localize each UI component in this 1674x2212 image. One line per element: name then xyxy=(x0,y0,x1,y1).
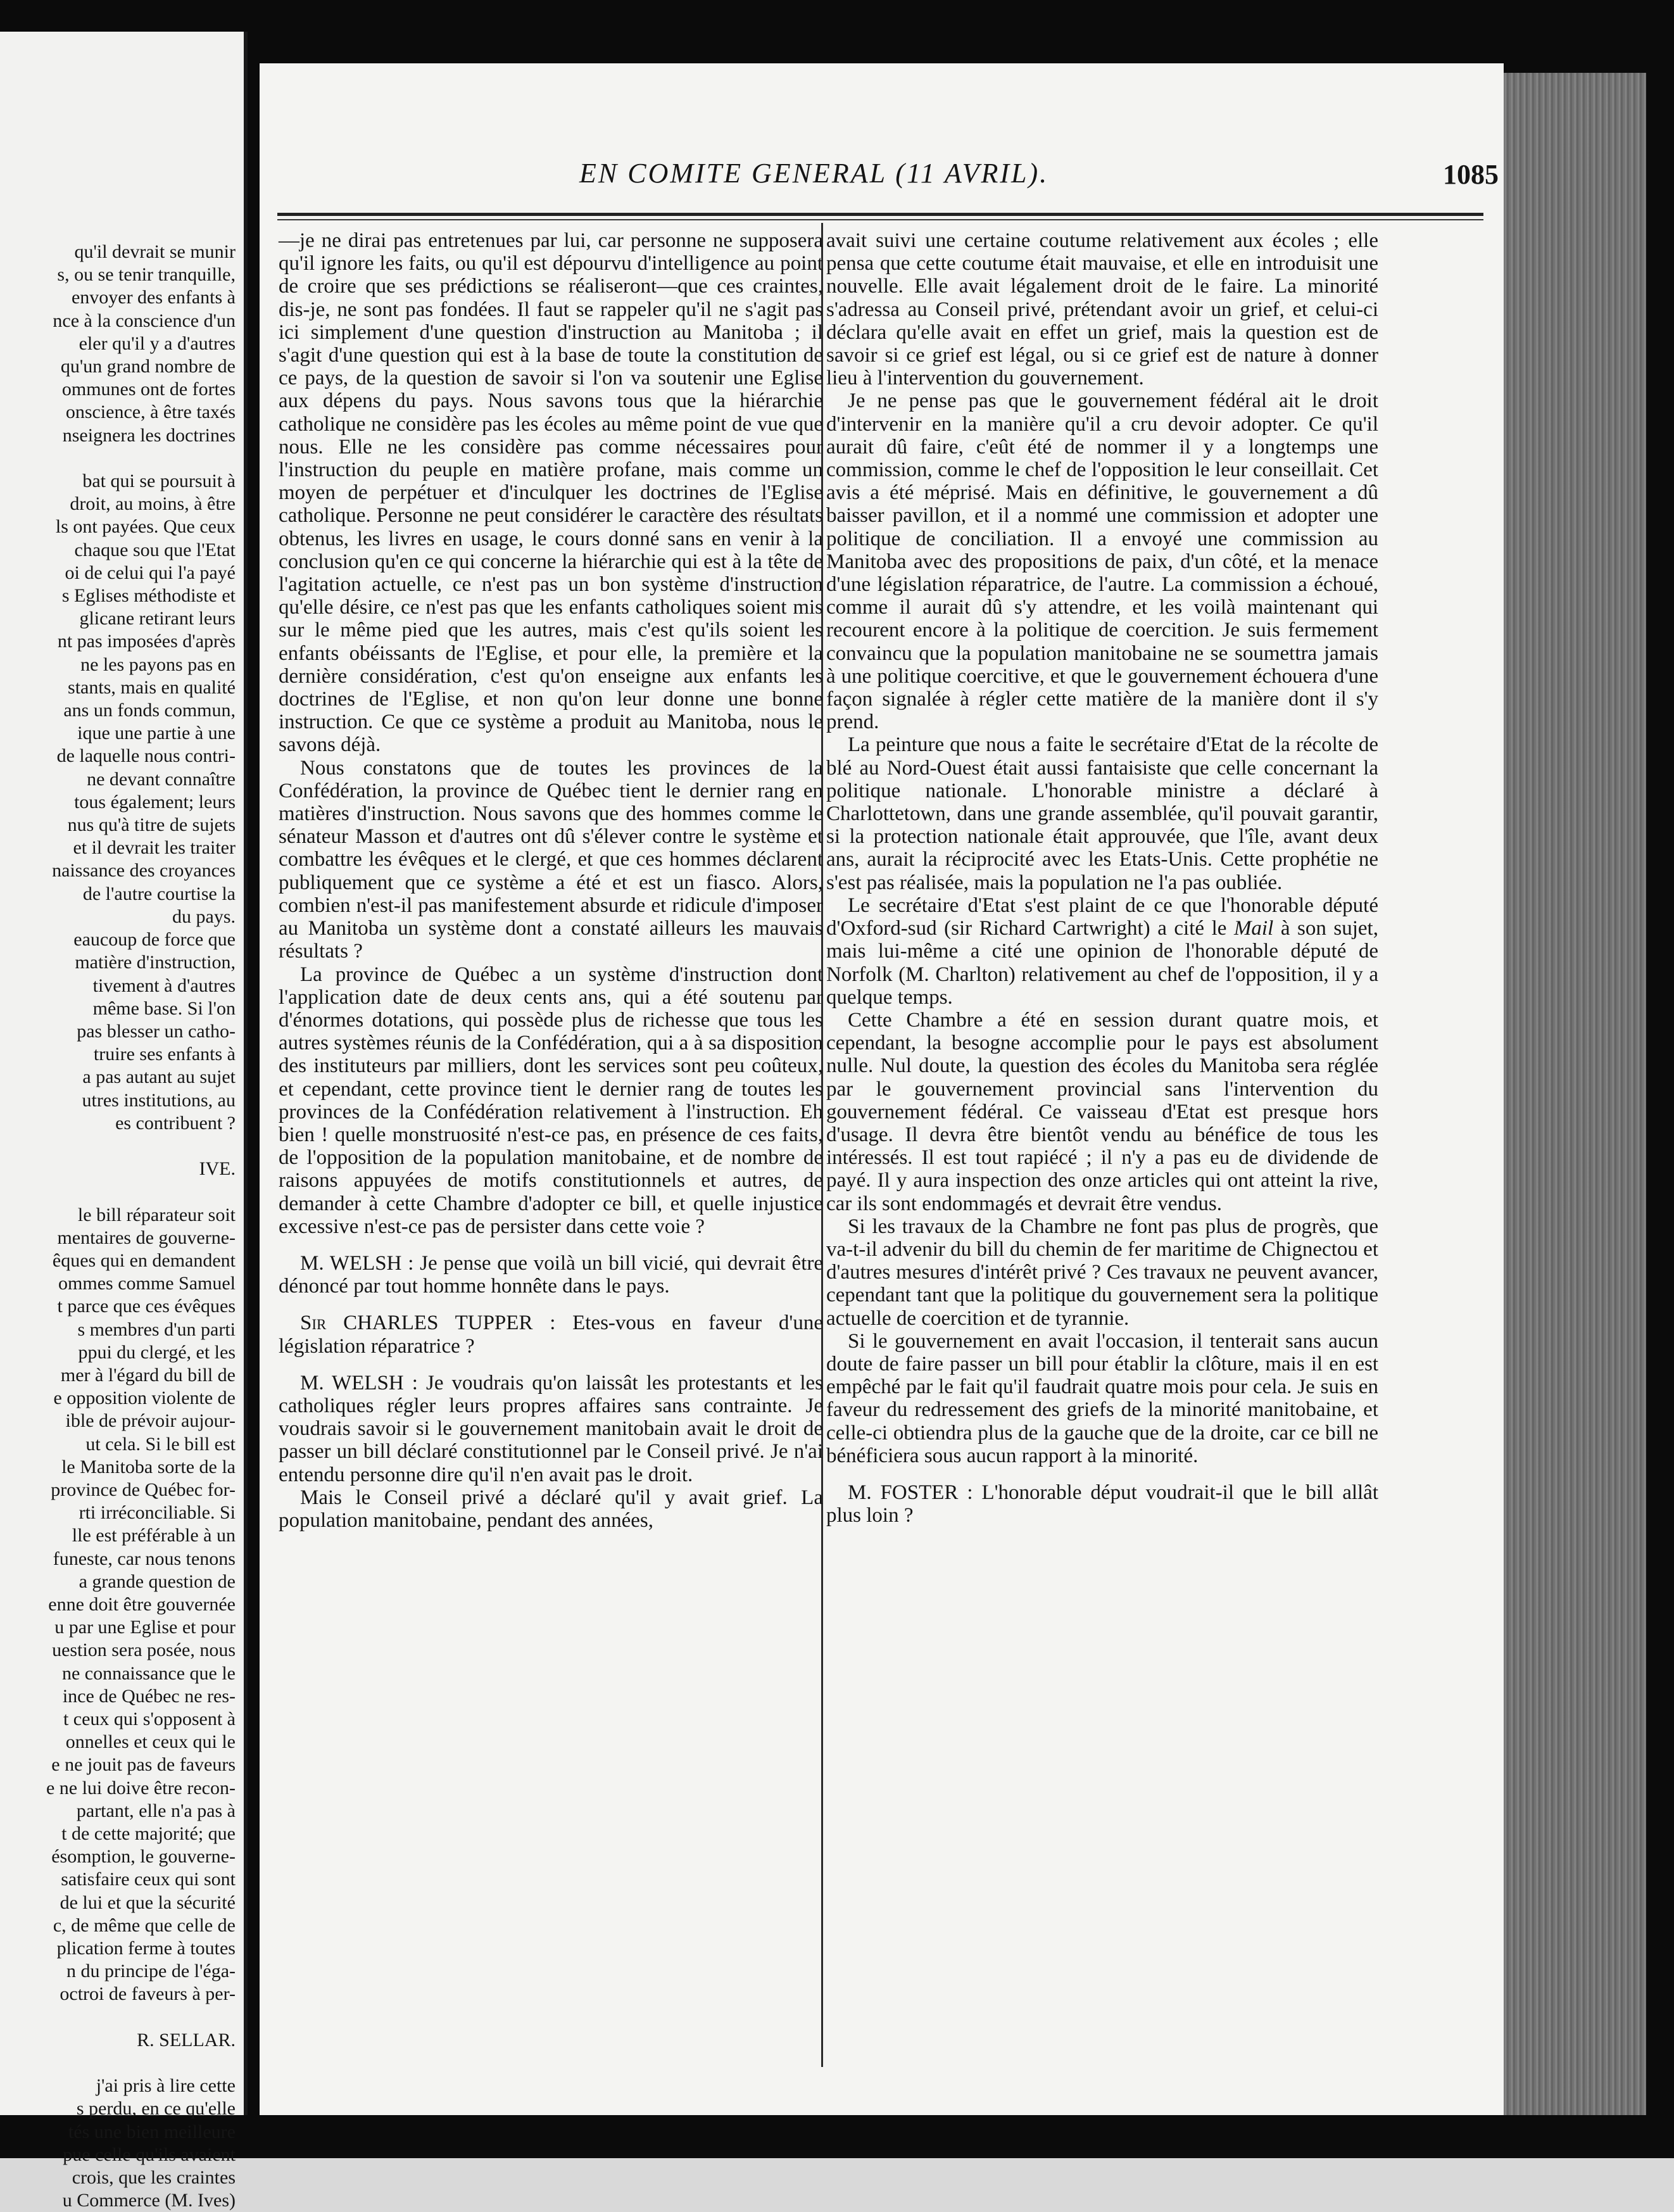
left-page-line: envoyer des enfants à xyxy=(71,287,236,308)
left-page-line: ince de Québec ne res- xyxy=(62,1685,236,1707)
left-page-line: nus qu'à titre de sujets xyxy=(67,814,236,836)
left-page-line xyxy=(0,2052,236,2075)
left-page-line xyxy=(0,447,236,470)
speech xyxy=(826,1481,1378,1527)
paragraph: Si les travaux de la Chambre ne font pas plus de progrès, que va-t-il advenir du bill du chemin de fer maritime de Chignectou et d'autres mesures d'intérêt privé ? Ces travaux ne peuvent avancer, cependant tant que la politique du gouvernement sera la politique actuelle de coercition et de tyrannie. xyxy=(826,1215,1378,1330)
left-page-text xyxy=(0,241,236,2212)
left-page-line: le bill réparateur soit xyxy=(77,1204,236,1225)
left-page-line: c, de même que celle de xyxy=(53,1914,236,1936)
paragraph: Si le gouvernement en avait l'occasion, il tenterait sans aucun doute de faire passer un bill pour établir la clôture, mais il en est empêché par le fait qu'il faudrait quatre mois pour cela. Je suis en faveur du redressement des griefs de la minorité manitobaine, et celle-ci obtiendra plus de la gauche que de la droite, car ce bill ne bénéficiera sous aucun rapport à la minorité. xyxy=(826,1329,1378,1467)
speaker-name: M. WELSH : xyxy=(300,1251,414,1275)
left-page-line: s membres d'un parti xyxy=(77,1318,236,1340)
right-column xyxy=(826,229,1378,1527)
left-page-line: ne devant connaître xyxy=(87,768,236,790)
paragraph: Nous constatons que de toutes les provinces de la Confédération, la province de Québec tient le dernier rang en matières d'instruction. Nous savons que des hommes comme le sénateur Masson et d'autres ont dû s'élever contre le système et combattre les évêques et le clergé, et que ces hommes déclarent publiquement que ce système a été et est un fiasco. Alors, combien n'est-il pas manifestement absurde et ridicule d'imposer au Manitoba un système dont a constaté ailleurs les mauvais résultats ? xyxy=(279,756,823,963)
left-page-line: a pas autant au sujet xyxy=(82,1066,236,1088)
left-page-line: ans un fonds commun, xyxy=(63,700,236,721)
left-column xyxy=(279,229,823,1532)
left-page-line: uestion sera posée, nous xyxy=(52,1640,236,1661)
left-page-line: eaucoup de force que xyxy=(73,929,236,951)
paragraph: La peinture que nous a faite le secrétaire d'Etat de la récolte de blé au Nord-Ouest était aussi fantaisiste que celle concernant la politique nationale. L'honorable ministre a déclaré à Charlottetown, dans une grande assemblée, qu'il pouvait garantir, si la protection nationale était approuvée, que l'île, avant deux ans, aurait la réciprocité avec les Etats-Unis. Cette prophétie ne s'est pas réalisée, mais la population ne l'a pas oubliée. xyxy=(826,733,1378,894)
left-page-line: et il devrait les traiter xyxy=(73,837,236,859)
left-page-line: j'ai pris à lire cette xyxy=(96,2075,236,2097)
left-page-line: crois, que les craintes xyxy=(72,2167,236,2189)
left-page-line: bat qui se poursuit à xyxy=(82,471,236,492)
left-page-line: utres institutions, au xyxy=(82,1089,236,1111)
left-page-line: tous également; leurs xyxy=(74,791,236,812)
paragraph: —je ne dirai pas entretenues par lui, car personne ne supposera qu'il ignore les faits, ou qu'il est dépourvu d'intelligence au point de croire que ses prédictions se réaliseront—que ces craintes, dis-je, ne sont pas fondées. Il faut se rappeler qu'il ne s'agit pas ici simplement d'une question d'instruction au Manitoba ; il s'agit d'une question qui est à la base de toute la constitution de ce pays, de la question de savoir si l'on va soutenir une Eglise aux dépens du pays. Nous savons tous que la hiérarchie catholique ne considère pas les écoles au même point de vue que nous. Elle ne les considère pas comme nécessaires pour l'instruction du peuple en matière profane, mais comme un moyen de perpétuer et d'inculquer les doctrines de l'Eglise catholique. Personne ne peut considérer le caractère des résultats obtenus, les livres en usage, le cours donné sans en venir à la conclusion qu'en ce qui concerne la hiérarchie qui est à la tête de l'agitation actuelle, ce n'est pas un bon système d'instruction qu'elle désire, ce n'est pas que les enfants catholiques soient mis sur le même pied que les autres, mais c'est qu'ils soient les enfants obéissants de l'Eglise, et pour elle, la première et la dernière considération, c'est qu'on enseigne aux enfants les doctrines de l'Eglise, et non qu'on leur donne une bonne instruction. Ce que ce système a produit au Manitoba, nous le savons déjà. xyxy=(279,229,823,757)
left-page-line: octroi de faveurs à per- xyxy=(60,1983,236,2005)
left-page-line: onnelles et ceux qui le xyxy=(65,1731,236,1753)
left-page-line: partant, elle n'a pas à xyxy=(76,1800,236,1821)
newspaper-title: Mail xyxy=(1233,917,1274,940)
left-page-line xyxy=(0,2006,236,2029)
left-page-line: qu'un grand nombre de xyxy=(60,356,236,377)
left-page-line: du pays. xyxy=(172,906,236,927)
left-page-line: tés une bien meilleure xyxy=(68,2121,236,2142)
left-page-line: ls ont payées. Que ceux xyxy=(55,516,236,538)
left-page-line: glicane retirant leurs xyxy=(79,608,236,629)
left-page-line: t parce que ces évêques xyxy=(57,1296,236,1317)
left-page-line: mentaires de gouverne- xyxy=(57,1227,236,1248)
left-page-line: oi de celui qui l'a payé xyxy=(65,562,236,583)
left-page-line: R. SELLAR. xyxy=(137,2029,236,2051)
left-page-line: droit, au moins, à être xyxy=(70,493,236,515)
left-page-line: ppui du clergé, et les xyxy=(78,1341,236,1363)
speech-text: Je voudrais qu'on laissât les protestants et les catholiques régler leurs propres affaires sans contrainte. Je voudrais savoir si le gouvernement manitobain avait le droit de passer un bill déclaré constitutionnel par le Conseil privé. Je n'ai entendu personne dire qu'il n'en avait pas le droit. xyxy=(279,1371,824,1486)
left-page-line: e ne jouit pas de faveurs xyxy=(51,1754,236,1776)
left-page-line: nce à la conscience d'un xyxy=(53,310,236,331)
header-rule xyxy=(277,213,1483,216)
speech xyxy=(279,1252,823,1298)
main-page xyxy=(260,63,1504,2115)
left-page-line: de l'autre courtise la xyxy=(82,883,236,904)
left-page-line: t de cette majorité; que xyxy=(61,1823,236,1845)
left-page-line: de laquelle nous contri- xyxy=(56,745,236,767)
left-page-line: s Eglises méthodiste et xyxy=(61,585,236,607)
left-page-line: enne doit être gouvernée xyxy=(48,1593,236,1615)
paragraph-text: Le secrétaire d'Etat s'est plaint de ce que l'honorable député d'Oxford-sud (sir Richard Cartwright) a cité le xyxy=(826,894,1378,940)
running-head xyxy=(260,157,1504,201)
speech xyxy=(279,1372,823,1486)
left-page-line: e ne lui doive être recon- xyxy=(46,1777,236,1798)
left-page-line: naissance des croyances xyxy=(52,860,236,882)
left-page-line: e opposition violente de xyxy=(53,1387,236,1409)
left-page-fragment xyxy=(0,32,248,2211)
left-page-line xyxy=(0,1180,236,1203)
left-page-line: êques qui en demandent xyxy=(52,1249,236,1271)
speaker-name: M. FOSTER : xyxy=(848,1481,973,1504)
header-title: EN COMITE GENERAL (11 AVRIL). xyxy=(579,158,1049,189)
left-page-line: ut cela. Si le bill est xyxy=(85,1433,236,1455)
left-page-line: le Manitoba sorte de la xyxy=(61,1456,236,1477)
left-page-line: ible de prévoir aujour- xyxy=(65,1410,236,1432)
left-page-line: ne les payons pas en xyxy=(80,654,236,675)
left-page-line: onscience, à être taxés xyxy=(65,401,236,423)
page-number: 1085 xyxy=(1443,159,1499,190)
left-page-line: mer à l'égard du bill de xyxy=(60,1364,236,1386)
left-page-line: a grande question de xyxy=(79,1571,236,1592)
left-page-line: s perdu, en ce qu'elle xyxy=(76,2098,236,2120)
left-page-line: pue celle qu'ils avaient xyxy=(63,2144,236,2165)
left-page-line: eler qu'il y a d'autres xyxy=(79,332,236,354)
paragraph: Je ne pense pas que le gouvernement fédéral ait le droit d'intervenir en la manière qu'il a cru devoir adopter. Ce qu'il aurait dû faire, c'eût été de nommer il y a longtemps une commission, comme le chef de l'opposition le leur conseillait. Cet avis a été méprisé. Mais en définitive, le gouvernement a dû baisser pavillon, et il a nommé une commission et adopter une politique de conciliation. Il a envoyé une commission au Manitoba avec des propositions de paix, d'un côté, et la menace d'une législation réparatrice, de l'autre. La commission a échoué, comme il aurait dû s'y attendre, et les voilà maintenant qui recourent encore à la politique de coercition. Je suis fermement convaincu que la population manitobaine ne se soumettra jamais à une politique coercitive, et que le gouvernement échouera d'une façon signalée à régler cette matière de la manière dont il s'y prend. xyxy=(826,389,1378,734)
paragraph xyxy=(826,894,1378,1009)
left-page-line: n du principe de l'éga- xyxy=(66,1961,236,1982)
speaker-name: M. WELSH : xyxy=(300,1371,418,1394)
left-page-line: plication ferme à toutes xyxy=(56,1938,236,1959)
paragraph: La province de Québec a un système d'instruction dont l'application date de deux cents ans, qui a été soutenu par d'énormes dotations, qui possède plus de richesse que tous les autres systèmes réunis de la Confédération, qui a à sa disposition des instituteurs par milliers, dont les services sont peu coûteux, et cependant, cette province tient le dernier rang de toutes les provinces de la Confédération relativement à l'instruction. Eh bien ! quelle monstruosité n'est-ce pas, en présence de ces faits, de l'opposition de la population manitobaine, et de nombre de raisons appuyées de motifs constitutionnels et autres, de demander à cette Chambre d'adopter ce bill, et quelle injustice excessive n'est-ce pas de persister dans cette voie ? xyxy=(279,963,823,1238)
left-page-line: lle est préférable à un xyxy=(72,1525,236,1546)
left-page-line: rti irréconciliable. Si xyxy=(79,1502,236,1524)
left-page-line: chaque sou que l'Etat xyxy=(74,539,236,560)
left-page-line xyxy=(0,1135,236,1158)
left-page-line: s, ou se tenir tranquille, xyxy=(57,264,236,286)
left-page-line: u Commerce (M. Ives) xyxy=(62,2190,236,2211)
left-page-line: funeste, car nous tenons xyxy=(53,1548,236,1569)
left-page-line: ommes comme Samuel xyxy=(58,1273,236,1294)
paragraph: Cette Chambre a été en session durant quatre mois, et cependant, la besogne accomplie pour le pays est absolument nulle. Nul doute, la question des écoles du Manitoba sera réglée par le gouvernement provincial sans l'intervention du gouvernement fédéral. Ce vaisseau d'Etat est presque hors d'usage. Il devra être bientôt vendu au bénéfice de tous les intéressés. Il est tout rapiécé ; il n'y a pas eu de dividende de payé. Il y aura inspection des onze articles qui ont atteint la rive, car ils sont endommagés et devrait être vendus. xyxy=(826,1008,1378,1215)
book-page-edges xyxy=(1497,73,1646,2115)
left-page-line: nt pas imposées d'après xyxy=(57,631,236,652)
header-rule-thin xyxy=(277,219,1483,220)
left-page-line: matière d'instruction, xyxy=(75,952,236,973)
paragraph: avait suivi une certaine coutume relativement aux écoles ; elle pensa que cette coutume était mauvaise, et elle en introduisit une nouvelle. Elle avait légalement droit de le faire. La minorité s'adressa au Conseil privé, prétendant avoir un grief, et celui-ci déclara qu'elle avait en effet un grief, mais la question est de savoir si ce grief est légal, ou si ce grief est de nature à donner lieu à l'intervention du gouvernement. xyxy=(826,229,1378,390)
left-page-line: satisfaire ceux qui sont xyxy=(61,1869,236,1890)
left-page-line: pas blesser un catho- xyxy=(77,1020,236,1042)
left-page-line: qu'il devrait se munir xyxy=(74,241,236,262)
speech-text: Je pense que voilà un bill vicié, qui devrait être dénoncé par tout homme honnête dans le pays. xyxy=(279,1251,824,1298)
left-page-line: même base. Si l'on xyxy=(92,997,236,1019)
left-page-line: province de Québec for- xyxy=(51,1479,236,1500)
paragraph: Mais le Conseil privé a déclaré qu'il y avait grief. La population manitobaine, pendant des années, xyxy=(279,1486,823,1532)
left-page-line: es contribuent ? xyxy=(115,1112,236,1134)
left-page-line: ique une partie à une xyxy=(77,723,236,744)
left-page-line: truire ses enfants à xyxy=(93,1044,236,1065)
speaker-name: Sir CHARLES TUPPER : xyxy=(300,1311,556,1335)
left-page-line: IVE. xyxy=(199,1158,236,1180)
speech-text: L'honorable déput voudrait-il que le bill allât plus loin ? xyxy=(826,1481,1378,1527)
left-page-line: nseignera les doctrines xyxy=(62,424,236,446)
left-page-line: tivement à d'autres xyxy=(92,975,236,996)
left-page-line: ésomption, le gouverne- xyxy=(51,1846,236,1868)
left-page-line: de lui et que la sécurité xyxy=(60,1892,236,1913)
left-page-line: u par une Eglise et pour xyxy=(54,1617,236,1638)
left-page-line: ne connaissance que le xyxy=(61,1662,236,1684)
speech xyxy=(279,1311,823,1357)
speech-text: Etes-vous en faveur d'une législation réparatrice ? xyxy=(279,1311,823,1358)
left-page-line: stants, mais en qualité xyxy=(68,676,236,698)
left-page-line: t ceux qui s'opposent à xyxy=(63,1709,236,1729)
paragraph-text: à son sujet, mais lui-même a cité une opinion de l'honorable député de Norfolk (M. Charlton) relativement au chef de l'opposition, il y a quelque temps. xyxy=(826,917,1378,1009)
left-page-line: ommunes ont de fortes xyxy=(61,379,236,400)
